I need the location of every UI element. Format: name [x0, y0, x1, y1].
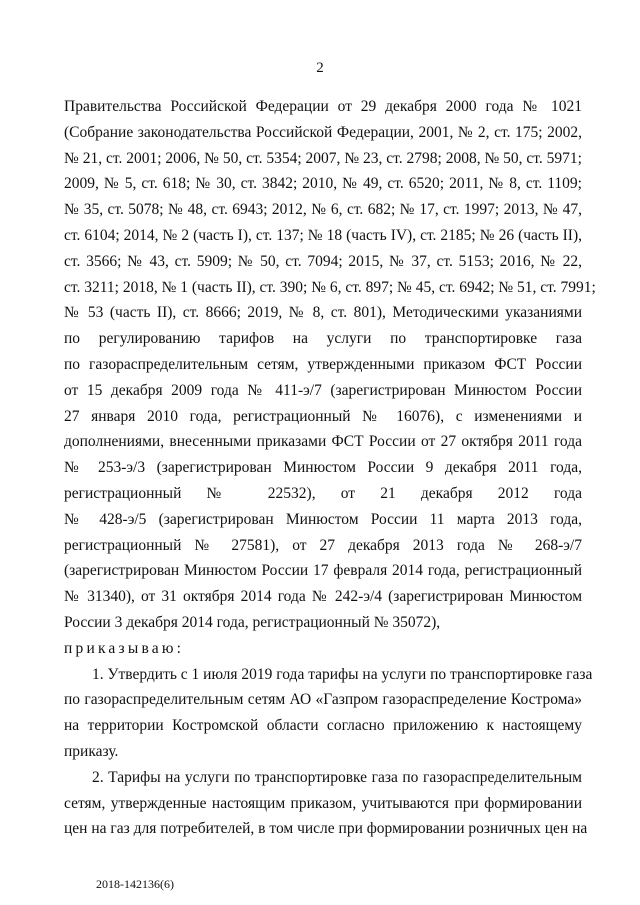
- document-code: 2018-142136(6): [96, 877, 174, 891]
- text-line: цен на газ для потребителей, в том числе при формировании розничных цен на: [64, 820, 588, 838]
- document-body: [64, 94, 596, 842]
- text-line: Правительства Российской Федерации от 29 декабря 2000 года № 1021: [64, 98, 582, 115]
- text-line: приказу.: [64, 742, 119, 760]
- text-line: по газораспределительным сетям, утвержденными приказом ФСТ России: [64, 355, 582, 373]
- text-line: регистрационный № 27581), от 27 декабря 2013 года № 268-э/7: [64, 536, 582, 554]
- text-line: ст. 6104; 2014, № 2 (часть I), ст. 137; № 18 (часть IV), ст. 2185; № 26 (часть II),: [64, 226, 582, 244]
- text-line: № 53 (часть II), ст. 8666; 2019, № 8, ст. 801), Методическими указаниями: [64, 304, 582, 322]
- text-line: ст. 3566; № 43, ст. 5909; № 50, ст. 7094; 2015, № 37, ст. 5153; 2016, № 22,: [64, 252, 582, 270]
- text-line: России 3 декабря 2014 года, регистрационный № 35072),: [64, 613, 441, 631]
- text-line: 27 января 2010 года, регистрационный № 16076), с изменениями и: [64, 407, 582, 425]
- text-line: регистрационный № 22532), от 21 декабря 2012 года: [64, 484, 582, 502]
- text-line: 1. Утвердить с 1 июля 2019 года тарифы на услуги по транспортировке газа: [92, 665, 593, 683]
- text-line: по регулированию тарифов на услуги по транспортировке газа: [64, 330, 582, 348]
- text-line: приказываю:: [64, 639, 185, 657]
- text-line: № 253-э/3 (зарегистрирован Минюстом России 9 декабря 2011 года,: [64, 459, 582, 477]
- text-line: от 15 декабря 2009 года № 411-э/7 (зарегистрирован Минюстом России: [64, 381, 582, 399]
- text-line: ст. 3211; 2018, № 1 (часть II), ст. 390; № 6, ст. 897; № 45, ст. 6942; № 51, ст. 7991;: [64, 278, 596, 296]
- text-line: сетям, утвержденные настоящим приказом, учитываются при формировании: [64, 794, 582, 812]
- text-line: 2. Тарифы на услуги по транспортировке газа по газораспределительным: [92, 768, 582, 786]
- text-line: (зарегистрирован Минюстом России 17 февраля 2014 года, регистрационный: [64, 562, 582, 580]
- text-line: (Собрание законодательства Российской Федерации, 2001, № 2, ст. 175; 2002,: [64, 123, 582, 141]
- text-line: дополнениями, внесенными приказами ФСТ России от 27 октября 2011 года: [64, 433, 582, 451]
- text-line: № 428-э/5 (зарегистрирован Минюстом России 11 марта 2013 года,: [64, 510, 582, 528]
- text-line: № 21, ст. 2001; 2006, № 50, ст. 5354; 2007, № 23, ст. 2798; 2008, № 50, ст. 5971;: [64, 149, 582, 167]
- text-line: № 31340), от 31 октября 2014 года № 242-э/4 (зарегистрирован Минюстом: [64, 588, 582, 606]
- text-line: на территории Костромской области согласно приложению к настоящему: [64, 717, 582, 735]
- text-line: № 35, ст. 5078; № 48, ст. 6943; 2012, № 6, ст. 682; № 17, ст. 1997; 2013, № 47,: [64, 201, 582, 219]
- text-line: 2009, № 5, ст. 618; № 30, ст. 3842; 2010, № 49, ст. 6520; 2011, № 8, ст. 1109;: [64, 175, 582, 193]
- page-number: 2: [316, 60, 324, 76]
- text-line: по газораспределительным сетям АО «Газпром газораспределение Кострома»: [64, 691, 582, 709]
